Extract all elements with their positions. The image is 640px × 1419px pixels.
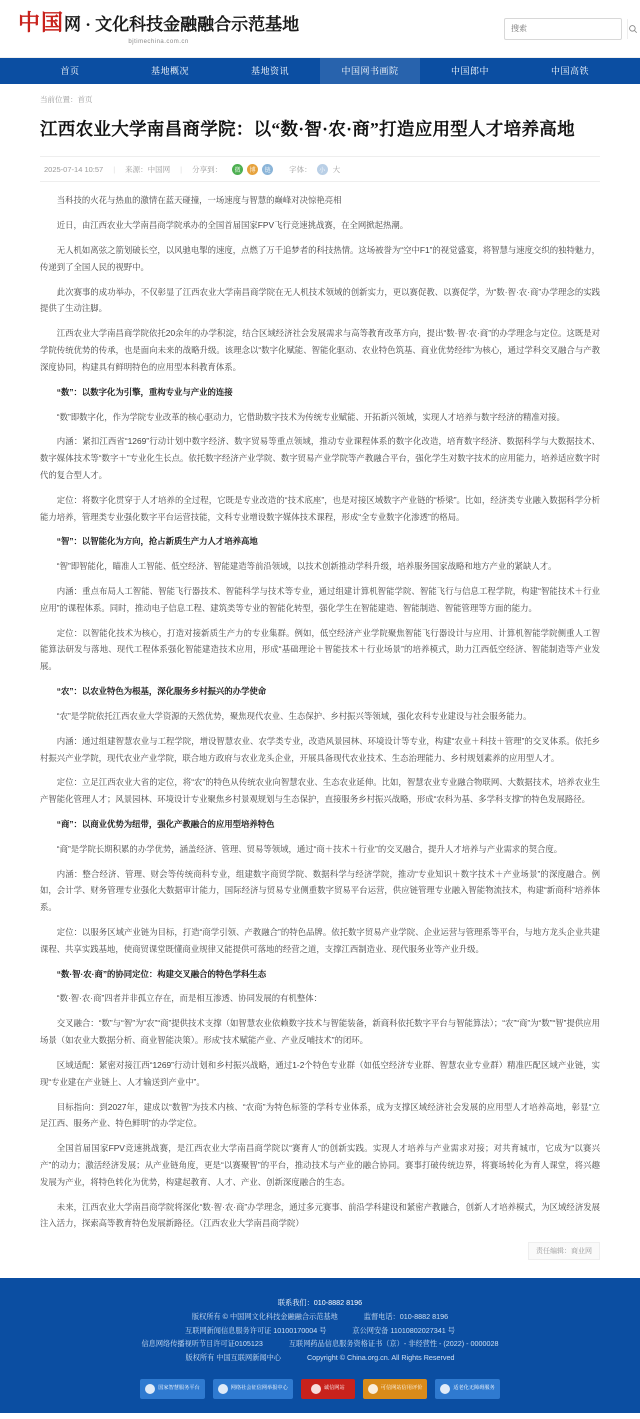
footer-supervise: 监督电话：010-8882 8196 xyxy=(363,1311,449,1321)
footer-row-2 xyxy=(0,1324,640,1338)
weibo-icon[interactable]: 博 xyxy=(247,164,258,175)
badge-emblem-icon xyxy=(311,1384,321,1394)
link-icon[interactable]: 链 xyxy=(262,164,273,175)
article-paragraph: “数”即数字化，作为学院专业改革的核心驱动力，它借助数字技术为传统专业赋能、开拓新兴领域，实现人才培养与数字经济的精准对接。 xyxy=(56,411,565,422)
nav-item-2[interactable]: 基地资讯 xyxy=(250,66,289,76)
footer-org: 版权所有 中国互联网新闻中心 xyxy=(185,1352,281,1362)
article-paragraph: 内涵：通过组建智慧农业与工程学院，增设智慧农业、农学类专业，改造风景园林、环境设计等专业，构建“农业＋科技＋管理”的交叉体系。依托乡村振兴产业学院，现代农业产业学院，联合地方政府与农业龙头企业，开展具备现代农业技术、生态治理能力、乡村规划素养的应用型人才。 xyxy=(40,735,600,763)
search-button[interactable] xyxy=(627,19,638,39)
editor-tag: 责任编辑：商业网 xyxy=(528,1242,600,1260)
article-subheading: “农”：以农业特色为根基，深化服务乡村振兴的办学使命 xyxy=(56,686,267,697)
breadcrumb-prefix: 当前位置： xyxy=(40,95,78,104)
footer-badge-label: 国家智慧服务平台 xyxy=(158,1384,200,1391)
article-paragraph: 全国首届国家FPV竞速挑战赛，是江西农业大学南昌商学院以“赛育人”的创新实践。实现人才培养与产业需求对接；对共育城市，它成为“以赛兴产”的动力；激活经济发展；从产业链角度，更是“以赛聚智”的平台，推动技术与产业的融合协同。赛事打破传统边界，将赛场转化为育人课堂，将兴趣发展为产业，将特色转化为优势，构建起教育、人才、产业、创新深度融合的生态。 xyxy=(40,1143,600,1187)
main-nav xyxy=(0,58,640,84)
article-tag-row xyxy=(40,1242,600,1260)
article-paragraph: 当科技的火花与热血的激情在蓝天碰撞，一场速度与智慧的巅峰对决惊艳亮相 xyxy=(56,195,342,206)
logo-title: 网 · 文化科技金融融合示范基地 xyxy=(64,15,300,35)
footer-row-3 xyxy=(0,1337,640,1351)
article-paragraph: 目标指向：到2027年，建成以“数智”为技术内核、“农商”为特色标签的学科专业体系，成为支撑区域经济社会发展的应用型人才培养高地，彰显“立足江西、服务产业、特色鲜明”的办学定位。 xyxy=(40,1101,600,1129)
publish-date: 2025-07-14 10:57 xyxy=(44,164,104,174)
page-title: 江西农业大学南昌商学院：以“数·智·农·商”打造应用型人才培养高地 xyxy=(40,119,575,139)
footer-eng-copyright: Copyright © China.org.cn. All Rights Reserved xyxy=(306,1352,455,1362)
nav-item-1[interactable]: 基地概况 xyxy=(150,66,189,76)
footer-badges xyxy=(0,1379,640,1399)
article-paragraph: 近日，由江西农业大学南昌商学院承办的全国首届国家FPV飞行竞速挑战赛，在全网掀起热潮。 xyxy=(56,220,409,231)
footer-contact: 联系我们：010-8882 8196 xyxy=(277,1298,363,1308)
breadcrumb xyxy=(40,94,600,105)
footer-license: 互联网新闻信息服务许可证 10100170004 号 xyxy=(185,1325,327,1335)
badge-emblem-icon xyxy=(218,1384,228,1394)
article-paragraph: 无人机如离弦之箭划破长空，以风驰电掣的速度，点燃了万千追梦者的科技热情。这场被誉为“空中F1”的视觉盛宴，将智慧与速度交织的独特魅力，传递到了全国人民的视野中。 xyxy=(40,245,600,272)
article-paragraph: 区域适配：紧密对接江西“1269”行动计划和乡村振兴战略，通过1-2个特色专业群（如低空经济专业群、智慧农业专业群）精准匹配区域产业链，实现“专业建在产业链上、人才输送到产业中”。 xyxy=(40,1059,600,1087)
article-paragraph: 定位：立足江西农业大省的定位，将“农”的特色从传统农业向智慧农业、生态农业延伸。比如，智慧农业专业融合物联网、大数据技术，培养农业生产智能化管理人才；风景园林、环境设计专业聚焦乡村景观规划与生态保护，直接服务乡村振兴战略，形成“农科为基、多学科支撑”的特色发展路径。 xyxy=(40,777,600,805)
article-paragraph: 此次赛事的成功举办，不仅彰显了江西农业大学南昌商学院在无人机技术领域的创新实力，更以赛促教、以赛促学，为“数·智·农·商”办学理念的实践提供了生动注脚。 xyxy=(40,286,600,314)
font-size-control xyxy=(289,164,340,175)
nav-item-4[interactable]: 中国郎中 xyxy=(450,66,489,76)
font-large-button[interactable]: 大 xyxy=(332,164,341,174)
wechat-icon[interactable]: 微 xyxy=(232,164,243,175)
footer-badge-label: 网络社会征信网举报中心 xyxy=(230,1384,288,1391)
site-logo[interactable] xyxy=(18,12,299,45)
footer-icp: 信息网络传播视听节目许可证0105123 xyxy=(141,1339,263,1349)
article xyxy=(40,105,600,1260)
article-paragraph: 交叉融合：“数”与“智”为“农”“商”提供技术支撑（如智慧农业依赖数字技术与智能装备，新商科依托数字平台与智能算法）；“农”“商”为“数”“智”提供应用场景（如农业大数据分析、商业智能决策）。形成“技术赋能产业、产业反哺技术”的闭环。 xyxy=(40,1018,600,1046)
nav-item-3[interactable]: 中国网书画院 xyxy=(320,58,420,84)
article-subheading: “数·智·农·商”的协同定位：构建交叉融合的特色学科生态 xyxy=(56,968,267,979)
font-small-button[interactable]: 小 xyxy=(317,164,328,175)
logo-subtitle: bjtimechina.com.cn xyxy=(128,38,189,45)
site-footer xyxy=(0,1278,640,1412)
footer-badge-1[interactable] xyxy=(213,1379,293,1399)
font-size-label: 字体： xyxy=(289,164,312,174)
article-paragraph: “农”是学院依托江西农业大学资源的天然优势，聚焦现代农业、生态保护、乡村振兴等领域，强化农科专业建设与社会服务能力。 xyxy=(56,710,532,721)
footer-badge-4[interactable] xyxy=(435,1379,500,1399)
article-paragraph: 江西农业大学南昌商学院依托20余年的办学积淀，结合区域经济社会发展需求与高等教育改革方向，提出“数·智·农·商”的办学理念与定位。这既是对学院传统优势的传承，也是面向未来的战略升级。该理念以“数字化赋能、智能化驱动、农业特色筑基、商业优势经纬”为核心，通过学科交叉融合与产教深度协同，构建具有鲜明特色的应用型本科教育体系。 xyxy=(40,328,600,372)
article-paragraph: 定位：将数字化贯穿于人才培养的全过程，它既是专业改造的“技术底座”，也是对接区域数字产业链的“桥梁”。比如，经济类专业融入数据科学分析能力培养，管理类专业强化数字平台运营技能，文科专业增设数字媒体技术课程，形成“全专业数字化渗透”的格局。 xyxy=(40,494,600,522)
article-source: 来源：中国网 xyxy=(125,164,171,174)
site-header xyxy=(0,0,640,58)
article-subheading: “商”：以商业优势为纽带，强化产教融合的应用型培养特色 xyxy=(56,818,275,829)
share-icons xyxy=(232,164,273,175)
footer-row-1 xyxy=(0,1310,640,1324)
article-paragraph: 内涵：重点布局人工智能、智能飞行器技术、智能科学与技术等专业，通过组建计算机智能学院、智能飞行与信息工程学院，构建“智能技术＋行业应用”的课程体系。同时，推动电子信息工程、建筑类等专业的智能化转型，强化学生在智能建造、智能制造、智能管理等方面的能力。 xyxy=(40,586,600,613)
nav-item-0[interactable]: 首页 xyxy=(60,66,80,76)
footer-badge-label: 诚信网站 xyxy=(323,1384,345,1391)
article-paragraph: 内涵：整合经济、管理、财会等传统商科专业，组建数字商贸学院、数据科学与经济学院，推动“专业知识＋数字技术＋产业场景”的深度融合。例如，会计学、财务管理专业强化大数据审计能力，国际经济与贸易专业侧重数字贸易平台运营，供应链管理专业融入智能物流技术，构建“新商科”培养体系。 xyxy=(40,868,600,913)
logo-mark: 中国 xyxy=(18,10,65,36)
search-input[interactable] xyxy=(505,19,627,39)
article-paragraph: “智”即智能化，瞄准人工智能、低空经济、智能建造等前沿领域，以技术创新推动学科升级，培养服务国家战略和地方产业的紧缺人才。 xyxy=(56,561,557,572)
footer-business: 京公网安备 11010802027341 号 xyxy=(352,1325,455,1335)
article-paragraph: 定位：以服务区域产业链为目标，打造“商学引领、产教融合”的特色品牌。依托数字贸易产业学院、企业运营与管理系等平台，与地方龙头企业共建课程、共享实践基地，使商贸课堂既懂商业规律又能提供可落地的经营之道，支撑江西制造业、现代服务业等产业升级。 xyxy=(40,927,600,954)
article-subheading: “智”：以智能化为方向，抢占新质生产力人才培养高地 xyxy=(56,536,258,547)
footer-row-4 xyxy=(0,1351,640,1365)
search-icon xyxy=(628,24,638,34)
footer-badge-0[interactable] xyxy=(140,1379,205,1399)
article-subheading: “数”：以数字化为引擎，重构专业与产业的连接 xyxy=(56,386,233,397)
meta-divider: | xyxy=(113,164,116,174)
article-paragraph: 定位：以智能化技术为核心，打造对接新质生产力的专业集群。例如，低空经济产业学院聚焦智能飞行器设计与应用、计算机智能学院侧重人工智能算法研发与落地、现代工程体系强化智能建造技术应用，形成“基础理论＋智能技术＋行业场景”的培养模式，助力江西低空经济、智能制造等产业发展。 xyxy=(40,627,600,672)
footer-badge-3[interactable] xyxy=(363,1379,428,1399)
badge-emblem-icon xyxy=(145,1384,155,1394)
article-body xyxy=(40,182,600,1232)
footer-icp2: 互联网药品信息服务资格证书（京）- 非经营性 - (2022) - 0000028 xyxy=(288,1339,499,1349)
nav-item-5[interactable]: 中国高铁 xyxy=(550,66,589,76)
search-box[interactable] xyxy=(504,18,622,40)
article-paragraph: “商”是学院长期积累的办学优势，涵盖经济、管理、贸易等领域，通过“商＋技术＋行业”的交叉融合，提升人才培养与产业需求的契合度。 xyxy=(56,843,563,854)
badge-emblem-icon xyxy=(368,1384,378,1394)
footer-badge-label: 适老化无障碍服务 xyxy=(453,1384,495,1391)
footer-badge-label: 可信网站信用评价 xyxy=(380,1384,423,1391)
article-paragraph: 未来，江西农业大学南昌商学院将深化“数·智·农·商”办学理念，通过多元赛事、前沿学科建设和紧密产教融合，创新人才培养模式，为区域经济发展注入活力，探索高等教育特色发展新路径。（江西农业大学南昌商学院） xyxy=(40,1201,600,1229)
footer-copyright: 版权所有 © 中国网文化科技金融融合示范基地 xyxy=(191,1311,338,1321)
breadcrumb-current[interactable]: 首页 xyxy=(77,95,93,104)
article-meta xyxy=(40,156,600,182)
meta-divider-2: | xyxy=(180,164,183,174)
badge-emblem-icon xyxy=(440,1384,450,1394)
article-paragraph: “数·智·农·商”四者并非孤立存在，而是相互渗透、协同发展的有机整体： xyxy=(56,993,322,1004)
footer-badge-2[interactable] xyxy=(301,1379,355,1399)
article-paragraph: 内涵：紧扣江西省“1269”行动计划中数字经济、数字贸易等重点领域，推动专业课程体系的数字化改造，培育数字经济、数据科学与大数据技术、数字媒体技术等“数字＋”专业化生长点。依托数字经济产业学院、数字贸易产业学院等产教融合平台，强化学生对数字技术的应用能力，培养适应数字时代的复合型人才。 xyxy=(40,436,600,480)
share-label: 分享到： xyxy=(192,164,223,174)
